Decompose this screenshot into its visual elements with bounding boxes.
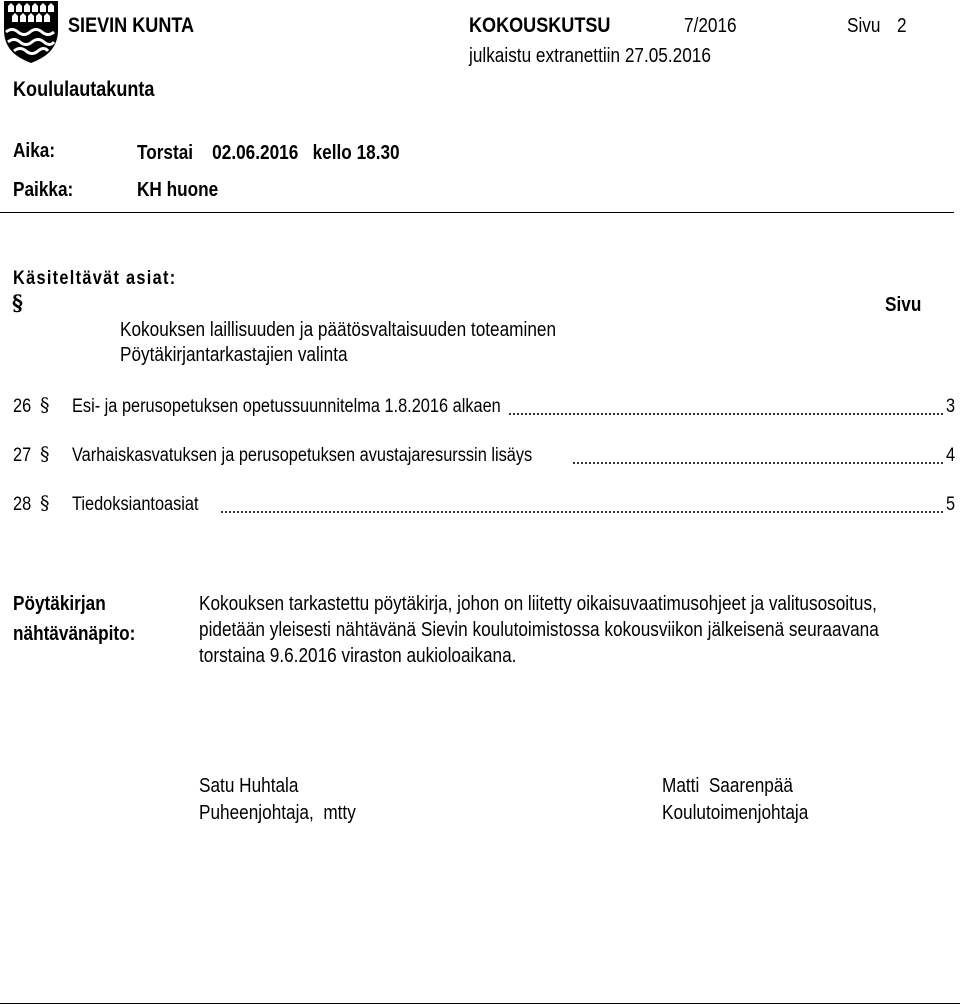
published-note: julkaistu extranettiin 27.05.2016	[469, 45, 711, 67]
signer-name-secretary: Matti Saarenpää	[662, 775, 794, 797]
agenda-item-number: 27	[13, 445, 32, 466]
agenda-item-title[interactable]: Varhaiskasvatuksen ja perusopetuksen avustajaresurssin lisäys	[72, 445, 533, 466]
leader-dots	[220, 511, 943, 513]
agenda-item-page: 5	[946, 494, 956, 515]
signer-role-secretary: Koulutoimenjohtaja	[662, 802, 809, 824]
intro-item: Pöytäkirjantarkastajien valinta	[120, 344, 348, 366]
section-symbol: §	[40, 394, 50, 416]
signer-role-chair: Puheenjohtaja, mtty	[199, 802, 356, 824]
page-label: Sivu	[847, 15, 881, 37]
page-number: 2	[897, 15, 907, 37]
committee-name: Koululautakunta	[13, 78, 155, 101]
notice-text-line1: Kokouksen tarkastettu pöytäkirja, johon on liitetty oikaisuvaatimusohjeet ja valitusosoitus,	[199, 593, 877, 615]
place-value: KH huone	[137, 179, 219, 201]
section-symbol: §	[40, 443, 50, 465]
intro-item: Kokouksen laillisuuden ja päätösvaltaisuuden toteaminen	[120, 319, 557, 341]
leader-dots	[572, 462, 943, 464]
leader-dots	[508, 413, 943, 415]
notice-text-line3: torstaina 9.6.2016 viraston aukioloaikana.	[199, 645, 517, 667]
document-number: 7/2016	[684, 15, 737, 37]
agenda-item-title[interactable]: Tiedoksiantoasiat	[72, 494, 199, 515]
header-divider	[0, 212, 954, 213]
notice-label-line2: nähtävänäpito:	[13, 623, 136, 645]
signer-name-chair: Satu Huhtala	[199, 775, 299, 797]
time-label: Aika:	[13, 140, 56, 162]
agenda-item-number: 28	[13, 494, 32, 515]
footer-divider	[0, 1003, 960, 1004]
agenda-item-title[interactable]: Esi- ja perusopetuksen opetussuunnitelma 1.8.2016 alkaen	[72, 396, 501, 417]
agenda-item-page: 3	[946, 396, 956, 417]
agenda-heading: Käsiteltävät asiat:	[13, 268, 177, 289]
notice-label-line1: Pöytäkirjan	[13, 593, 106, 615]
agenda-item-page: 4	[946, 445, 956, 466]
notice-text-line2: pidetään yleisesti nähtävänä Sievin koulutoimistossa kokousviikon jälkeisenä seuraavana	[199, 619, 879, 641]
document-type: KOKOUSKUTSU	[469, 14, 611, 37]
section-symbol: §	[12, 290, 23, 315]
section-symbol: §	[40, 492, 50, 514]
municipality-name: SIEVIN KUNTA	[68, 14, 195, 37]
page-column-label: Sivu	[885, 294, 922, 316]
place-label: Paikka:	[13, 179, 74, 201]
municipal-coat-of-arms-icon	[2, 0, 60, 64]
agenda-item-number: 26	[13, 396, 32, 417]
time-value: Torstai 02.06.2016 kello 18.30	[137, 142, 400, 164]
